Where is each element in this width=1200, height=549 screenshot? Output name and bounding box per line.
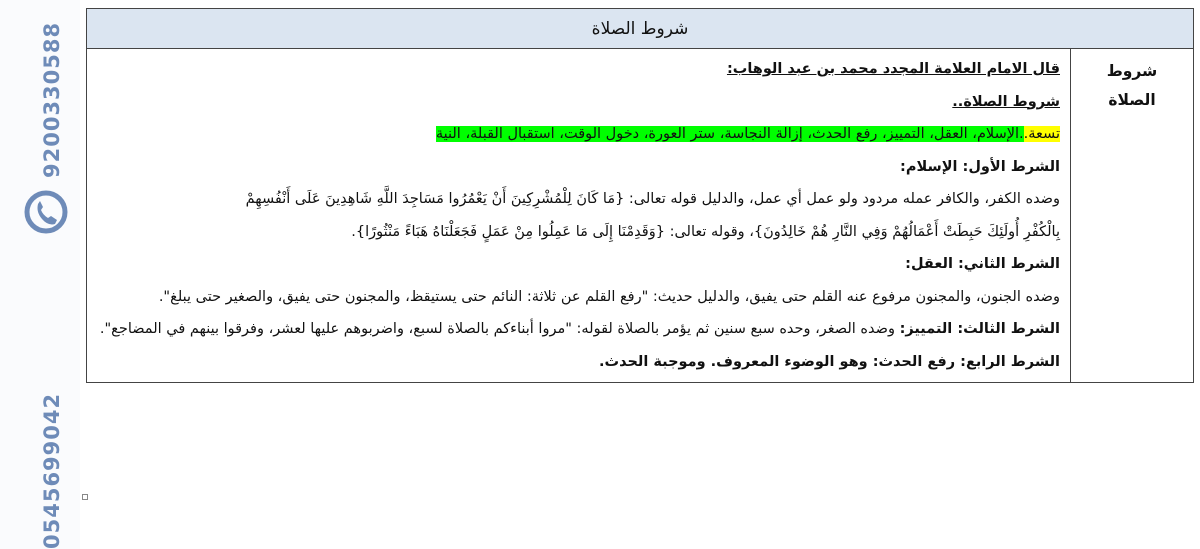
condition-4-text: وهو الوضوء المعروف. وموجبة الحدث. — [599, 353, 873, 370]
content-cell — [87, 49, 1071, 383]
table-header: شروط الصلاة — [87, 9, 1194, 49]
nine-label: تسعة. — [1023, 126, 1060, 142]
watermark-strip — [0, 0, 80, 549]
table-resize-handle[interactable] — [82, 494, 88, 500]
condition-3-text: وضده الصغر، وحده سبع سنين ثم يؤمر بالصلاة لقوله: "مروا أبناءكم بالصلاة لسبع، واضربوهم عليها لعشر، وفرقوا بينهم في المضاجع". — [99, 321, 900, 337]
row-label-line1: شروط — [1106, 62, 1158, 80]
phone-number-bottom: 0545699042 — [40, 392, 64, 549]
intro-line: قال الامام العلامة المجدد محمد بن عبد الوهاب: — [726, 61, 1060, 77]
condition-2-title: الشرط الثاني: العقل: — [905, 256, 1060, 272]
condition-1-text-b: بِالْكُفْرِ أُولَئِكَ حَبِطَتْ أَعْمَالُهُمْ وَفِي النَّارِ هُمْ خَالِدُونَ}، وقوله تعالى: {وَقَدِمْنَا إِلَى مَا عَمِلُوا مِنْ عَمَلٍ فَجَعَلْنَاهُ هَبَاءً مَنْثُورًا}. — [351, 223, 1060, 240]
condition-2-text: وضده الجنون، والمجنون مرفوع عنه القلم حتى يفيق، والدليل حديث: "رفع القلم عن ثلاثة: النائم حتى يستيقظ، والمجنون حتى يفيق، والصغير حتى يبلغ". — [158, 288, 1060, 305]
phone-number-top: 9200330588 — [40, 21, 64, 178]
conditions-table — [86, 8, 1194, 383]
nine-conditions-list: .الإسلام، العقل، التمييز، رفع الحدث، إزالة النجاسة، ستر العورة، دخول الوقت، استقبال القبلة، النية — [435, 126, 1024, 142]
condition-1-text-a: وضده الكفر، والكافر عمله مردود ولو عمل أي عمل، والدليل قوله تعالى: {مَا كَانَ لِلْمُشْرِكِينَ أَنْ يَعْمُرُوا مَسَاجِدَ اللَّهِ شَاهِدِينَ عَلَى أَنْفُسِهِمْ — [245, 191, 1060, 207]
condition-4-title: الشرط الرابع: رفع الحدث: — [872, 353, 1060, 370]
phone-icon — [22, 188, 70, 236]
condition-3-title: الشرط الثالث: التمييز: — [899, 321, 1060, 337]
row-label-cell — [1071, 49, 1194, 383]
condition-1-title: الشرط الأول: الإسلام: — [900, 158, 1060, 175]
row-label-line2: الصلاة — [1108, 91, 1156, 109]
subtitle-line: شروط الصلاة.. — [952, 93, 1060, 110]
